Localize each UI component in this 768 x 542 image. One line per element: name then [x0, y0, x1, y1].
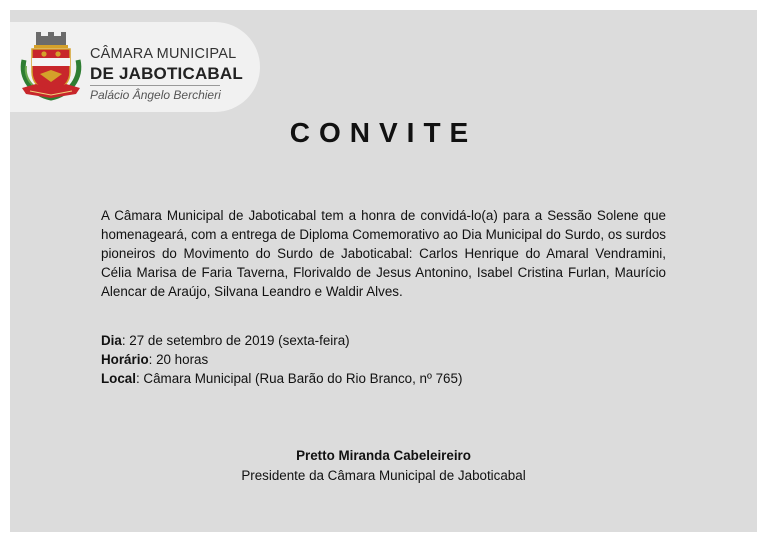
org-name-line1: CÂMARA MUNICIPAL	[90, 46, 237, 62]
event-time	[101, 350, 462, 369]
invitation-card	[10, 10, 757, 532]
org-divider	[90, 85, 220, 86]
signatory-role: Presidente da Câmara Municipal de Jaboticabal	[241, 468, 526, 483]
date-label: Dia	[101, 333, 122, 348]
time-label: Horário	[101, 352, 149, 367]
signatory-name: Pretto Miranda Cabeleireiro	[296, 448, 471, 463]
header-logo-block	[10, 22, 260, 112]
invitation-body: A Câmara Municipal de Jaboticabal tem a honra de convidá-lo(a) para a Sessão Solene que homenageará, com a entrega de Diploma Comemorativo ao Dia Municipal do Surdo, os surdos pioneiros do Movimento do Surdo de Jaboticabal: Carlos Henrique do Amaral Vendramini, Célia Marisa de Faria Taverna, Florivaldo de Jesus Antonino, Isabel Cristina Furlan, Maurício Alencar de Araújo, Silvana Leandro e Waldir Alves.	[101, 208, 666, 299]
time-value: : 20 horas	[148, 352, 209, 367]
invitation-title: CONVITE	[289, 117, 478, 148]
coat-of-arms-icon	[18, 30, 84, 102]
org-subtitle: Palácio Ângelo Berchieri	[90, 88, 221, 102]
organization-name	[90, 46, 243, 103]
location-label: Local	[101, 371, 136, 386]
signature-block	[10, 446, 757, 486]
event-date	[101, 331, 462, 350]
date-value: : 27 de setembro de 2019 (sexta-feira)	[121, 333, 350, 348]
event-location	[101, 369, 462, 388]
org-name-line2: DE JABOTICABAL	[90, 64, 243, 83]
event-details	[101, 331, 462, 388]
location-value: : Câmara Municipal (Rua Barão do Rio Branco, nº 765)	[135, 371, 463, 386]
